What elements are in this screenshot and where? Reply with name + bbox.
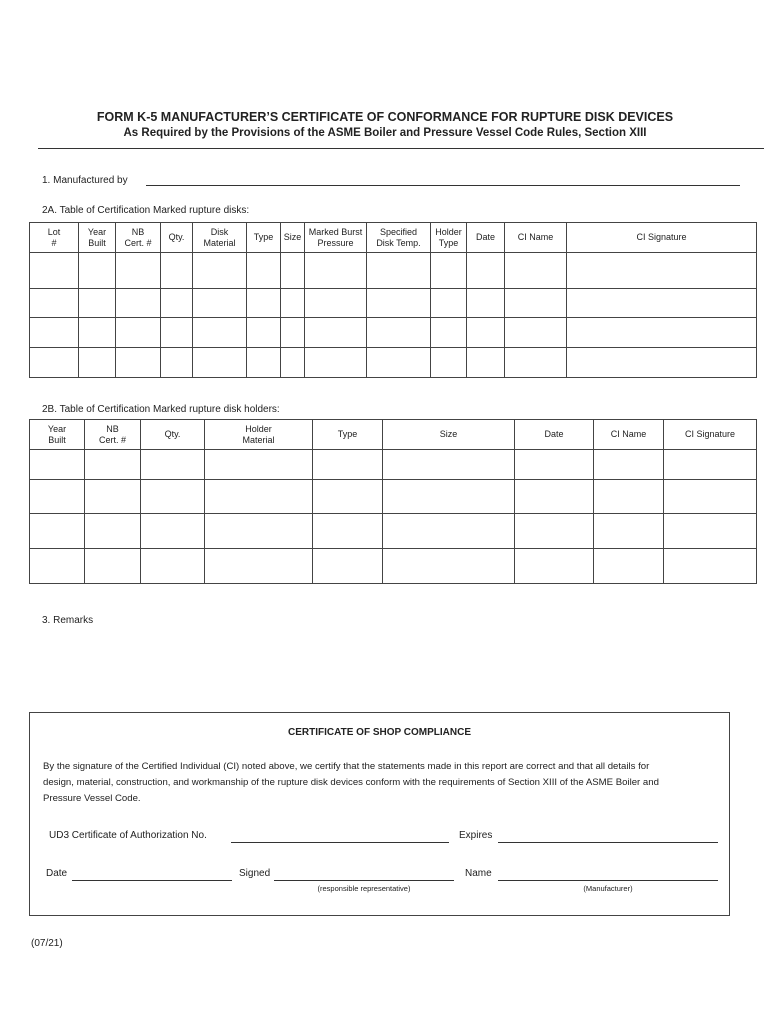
- expires-label: Expires: [459, 830, 493, 841]
- table-cell[interactable]: [505, 348, 567, 378]
- table-row: [30, 348, 757, 378]
- table-2b-header-cell: NB Cert. #: [85, 420, 141, 450]
- table-2a-header-cell: Holder Type: [431, 223, 467, 253]
- table-cell[interactable]: [30, 480, 85, 514]
- table-cell[interactable]: [515, 549, 594, 584]
- table-2a-header-row: [30, 223, 757, 253]
- table-cell[interactable]: [305, 318, 367, 348]
- table-cell[interactable]: [664, 514, 757, 549]
- table-cell[interactable]: [247, 348, 281, 378]
- table-cell[interactable]: [467, 348, 505, 378]
- table-cell[interactable]: [193, 289, 247, 318]
- table-row: [30, 514, 757, 549]
- table-cell[interactable]: [305, 253, 367, 289]
- certificate-text-line-3: Pressure Vessel Code.: [43, 793, 141, 804]
- table-cell[interactable]: [431, 348, 467, 378]
- table-2b-header-cell: Qty.: [141, 420, 205, 450]
- table-cell[interactable]: [367, 289, 431, 318]
- table-cell[interactable]: [141, 450, 205, 480]
- table-cell[interactable]: [567, 318, 757, 348]
- authorization-label: UD3 Certificate of Authorization No.: [49, 830, 207, 841]
- table-cell[interactable]: [305, 289, 367, 318]
- table-cell[interactable]: [85, 450, 141, 480]
- table-cell[interactable]: [79, 253, 116, 289]
- table-cell[interactable]: [281, 289, 305, 318]
- table-cell[interactable]: [161, 289, 193, 318]
- table-2a-header-cell: NB Cert. #: [116, 223, 161, 253]
- table-cell[interactable]: [567, 348, 757, 378]
- table-cell[interactable]: [116, 318, 161, 348]
- table-cell[interactable]: [467, 318, 505, 348]
- table-cell[interactable]: [247, 253, 281, 289]
- table-2b-header-cell: Year Built: [30, 420, 85, 450]
- table-cell[interactable]: [367, 318, 431, 348]
- table-2a-header-cell: Lot #: [30, 223, 79, 253]
- table-cell[interactable]: [383, 480, 515, 514]
- certificate-text-line-2: design, material, construction, and workmanship of the rupture disk devices conform with the requirements of Section XIII of the ASME Boiler and: [43, 777, 659, 788]
- table-cell[interactable]: [567, 289, 757, 318]
- table-cell[interactable]: [161, 318, 193, 348]
- rupture-disks-table: [29, 222, 757, 378]
- table-cell[interactable]: [313, 480, 383, 514]
- table-cell[interactable]: [594, 549, 664, 584]
- table-cell[interactable]: [281, 253, 305, 289]
- table-2a-header-cell: Size: [281, 223, 305, 253]
- table-2a-header-cell: CI Signature: [567, 223, 757, 253]
- table-cell[interactable]: [30, 450, 85, 480]
- table-cell[interactable]: [141, 514, 205, 549]
- table-cell[interactable]: [313, 549, 383, 584]
- expires-field[interactable]: [498, 842, 718, 843]
- rupture-disk-holders-table: [29, 419, 757, 584]
- table-cell[interactable]: [515, 450, 594, 480]
- name-field[interactable]: [498, 880, 718, 881]
- table-cell[interactable]: [383, 450, 515, 480]
- table-cell[interactable]: [79, 348, 116, 378]
- table-cell[interactable]: [431, 289, 467, 318]
- header-divider: [38, 148, 764, 149]
- table-cell[interactable]: [313, 514, 383, 549]
- remarks-label: 3. Remarks: [42, 615, 94, 626]
- table-cell[interactable]: [567, 253, 757, 289]
- table-cell[interactable]: [594, 480, 664, 514]
- table-cell[interactable]: [431, 253, 467, 289]
- table-2b-header-cell: Holder Material: [205, 420, 313, 450]
- table-cell[interactable]: [30, 253, 79, 289]
- table-cell[interactable]: [467, 253, 505, 289]
- manufactured-by-field[interactable]: [146, 185, 740, 186]
- table-2b-header-cell: Type: [313, 420, 383, 450]
- table-cell[interactable]: [505, 253, 567, 289]
- table-row: [30, 549, 757, 584]
- table-cell[interactable]: [383, 549, 515, 584]
- table-2a-header-cell: Type: [247, 223, 281, 253]
- table-2a-header-cell: Marked Burst Pressure: [305, 223, 367, 253]
- table-cell[interactable]: [664, 549, 757, 584]
- table-cell[interactable]: [116, 253, 161, 289]
- table-cell[interactable]: [281, 348, 305, 378]
- table-cell[interactable]: [594, 514, 664, 549]
- name-label: Name: [465, 868, 492, 879]
- table-cell[interactable]: [141, 480, 205, 514]
- signed-label: Signed: [239, 868, 271, 879]
- signed-field[interactable]: [274, 880, 454, 881]
- table-cell[interactable]: [367, 348, 431, 378]
- table-2a-header-cell: CI Name: [505, 223, 567, 253]
- table-row: [30, 450, 757, 480]
- table-cell[interactable]: [205, 549, 313, 584]
- revision-date: (07/21): [31, 938, 63, 949]
- table-cell[interactable]: [85, 549, 141, 584]
- table-cell[interactable]: [116, 348, 161, 378]
- table-cell[interactable]: [193, 348, 247, 378]
- table-cell[interactable]: [431, 318, 467, 348]
- table-cell[interactable]: [161, 348, 193, 378]
- table-cell[interactable]: [313, 450, 383, 480]
- table-row: [30, 318, 757, 348]
- table-row: [30, 253, 757, 289]
- table-cell[interactable]: [161, 253, 193, 289]
- table-2b-header-cell: Date: [515, 420, 594, 450]
- manufactured-by-label: 1. Manufactured by: [42, 175, 128, 186]
- name-caption: (Manufacturer): [583, 884, 633, 893]
- table-cell[interactable]: [30, 289, 79, 318]
- table-2a-header-cell: Date: [467, 223, 505, 253]
- table-cell[interactable]: [505, 289, 567, 318]
- table-cell[interactable]: [367, 253, 431, 289]
- table-row: [30, 289, 757, 318]
- table-cell[interactable]: [193, 318, 247, 348]
- authorization-number-field[interactable]: [231, 842, 449, 843]
- table-2b-header-row: [30, 420, 757, 450]
- table-cell[interactable]: [205, 514, 313, 549]
- table-cell[interactable]: [30, 348, 79, 378]
- table-cell[interactable]: [30, 549, 85, 584]
- table-cell[interactable]: [505, 318, 567, 348]
- table-cell[interactable]: [116, 289, 161, 318]
- table-cell[interactable]: [515, 480, 594, 514]
- table-cell[interactable]: [383, 514, 515, 549]
- table-cell[interactable]: [193, 253, 247, 289]
- table-cell[interactable]: [79, 289, 116, 318]
- table-2a-header-cell: Disk Material: [193, 223, 247, 253]
- table-cell[interactable]: [247, 318, 281, 348]
- table-cell[interactable]: [85, 514, 141, 549]
- table-cell[interactable]: [515, 514, 594, 549]
- table-cell[interactable]: [79, 318, 116, 348]
- table-cell[interactable]: [205, 450, 313, 480]
- table-2a-header-cell: Year Built: [79, 223, 116, 253]
- table-2b-header-cell: CI Signature: [664, 420, 757, 450]
- table-row: [30, 480, 757, 514]
- table-2b-label: 2B. Table of Certification Marked rupture disk holders:: [42, 404, 280, 415]
- signed-caption: (responsible representative): [317, 884, 411, 893]
- table-2b-header-cell: Size: [383, 420, 515, 450]
- table-cell[interactable]: [281, 318, 305, 348]
- table-cell[interactable]: [85, 480, 141, 514]
- table-cell[interactable]: [30, 318, 79, 348]
- form-title: FORM K-5 MANUFACTURER’S CERTIFICATE OF CONFORMANCE FOR RUPTURE DISK DEVICES: [96, 110, 674, 124]
- table-cell[interactable]: [205, 480, 313, 514]
- form-subtitle: As Required by the Provisions of the ASME Boiler and Pressure Vessel Code Rules, Section XIII: [123, 127, 647, 139]
- date-field[interactable]: [72, 880, 232, 881]
- table-cell[interactable]: [247, 289, 281, 318]
- table-2a-label: 2A. Table of Certification Marked rupture disks:: [42, 205, 250, 216]
- table-cell[interactable]: [664, 450, 757, 480]
- certificate-text-line-1: By the signature of the Certified Individual (CI) noted above, we certify that the statements made in this report are correct and that all details for: [43, 761, 650, 772]
- table-2b-header-cell: CI Name: [594, 420, 664, 450]
- table-2a-header-cell: Specified Disk Temp.: [367, 223, 431, 253]
- table-cell[interactable]: [305, 348, 367, 378]
- table-cell[interactable]: [30, 514, 85, 549]
- table-2a-header-cell: Qty.: [161, 223, 193, 253]
- date-label: Date: [46, 868, 68, 879]
- table-cell[interactable]: [594, 450, 664, 480]
- table-cell[interactable]: [664, 480, 757, 514]
- table-cell[interactable]: [141, 549, 205, 584]
- certificate-title: CERTIFICATE OF SHOP COMPLIANCE: [288, 727, 471, 738]
- table-cell[interactable]: [467, 289, 505, 318]
